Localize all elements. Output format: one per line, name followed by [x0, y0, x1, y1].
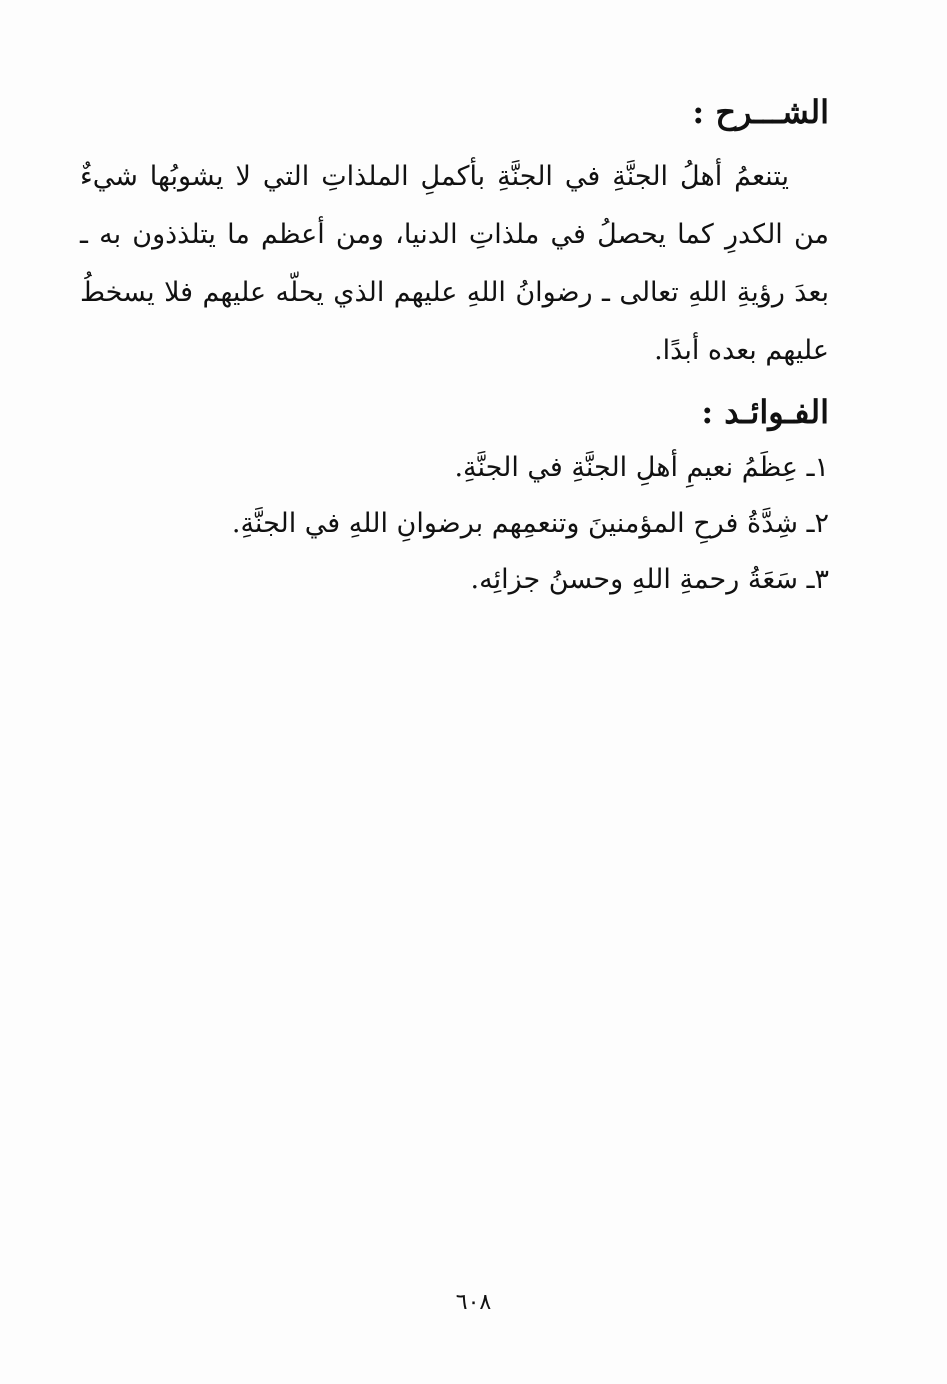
page-number: ٦٠٨ — [455, 1290, 492, 1315]
fawaid-heading: الفـوائـد : — [701, 393, 829, 431]
fawaid-item-3: ٣ـ سَعَةُ رحمةِ اللهِ وحسنُ جزائِه. — [470, 564, 829, 595]
fawaid-item-1: ١ـ عِظَمُ نعيمِ أهلِ الجنَّةِ في الجنَّةِ. — [454, 452, 829, 483]
sharh-paragraph: يتنعمُ أهلُ الجنَّةِ في الجنَّةِ بأكملِ الملذاتِ التي لا يشوبُها شيءٌ من الكدرِ كما يحصلُ في ملذاتِ الدنيا، ومن أعظم ما يتلذذون به ـ بعدَ رؤيةِ اللهِ تعالى ـ رضوانُ اللهِ عليهم الذي يحلّه عليهم فلا يسخطُ عليهم بعده أبدًا. — [80, 161, 829, 366]
page-content — [80, 88, 829, 608]
fawaid-list — [80, 440, 829, 608]
fawaid-item-2: ٢ـ شِدَّةُ فرحِ المؤمنينَ وتنعمِهم برضوانِ اللهِ في الجنَّةِ. — [231, 508, 829, 539]
sharh-heading: الشـــرح : — [692, 93, 829, 131]
